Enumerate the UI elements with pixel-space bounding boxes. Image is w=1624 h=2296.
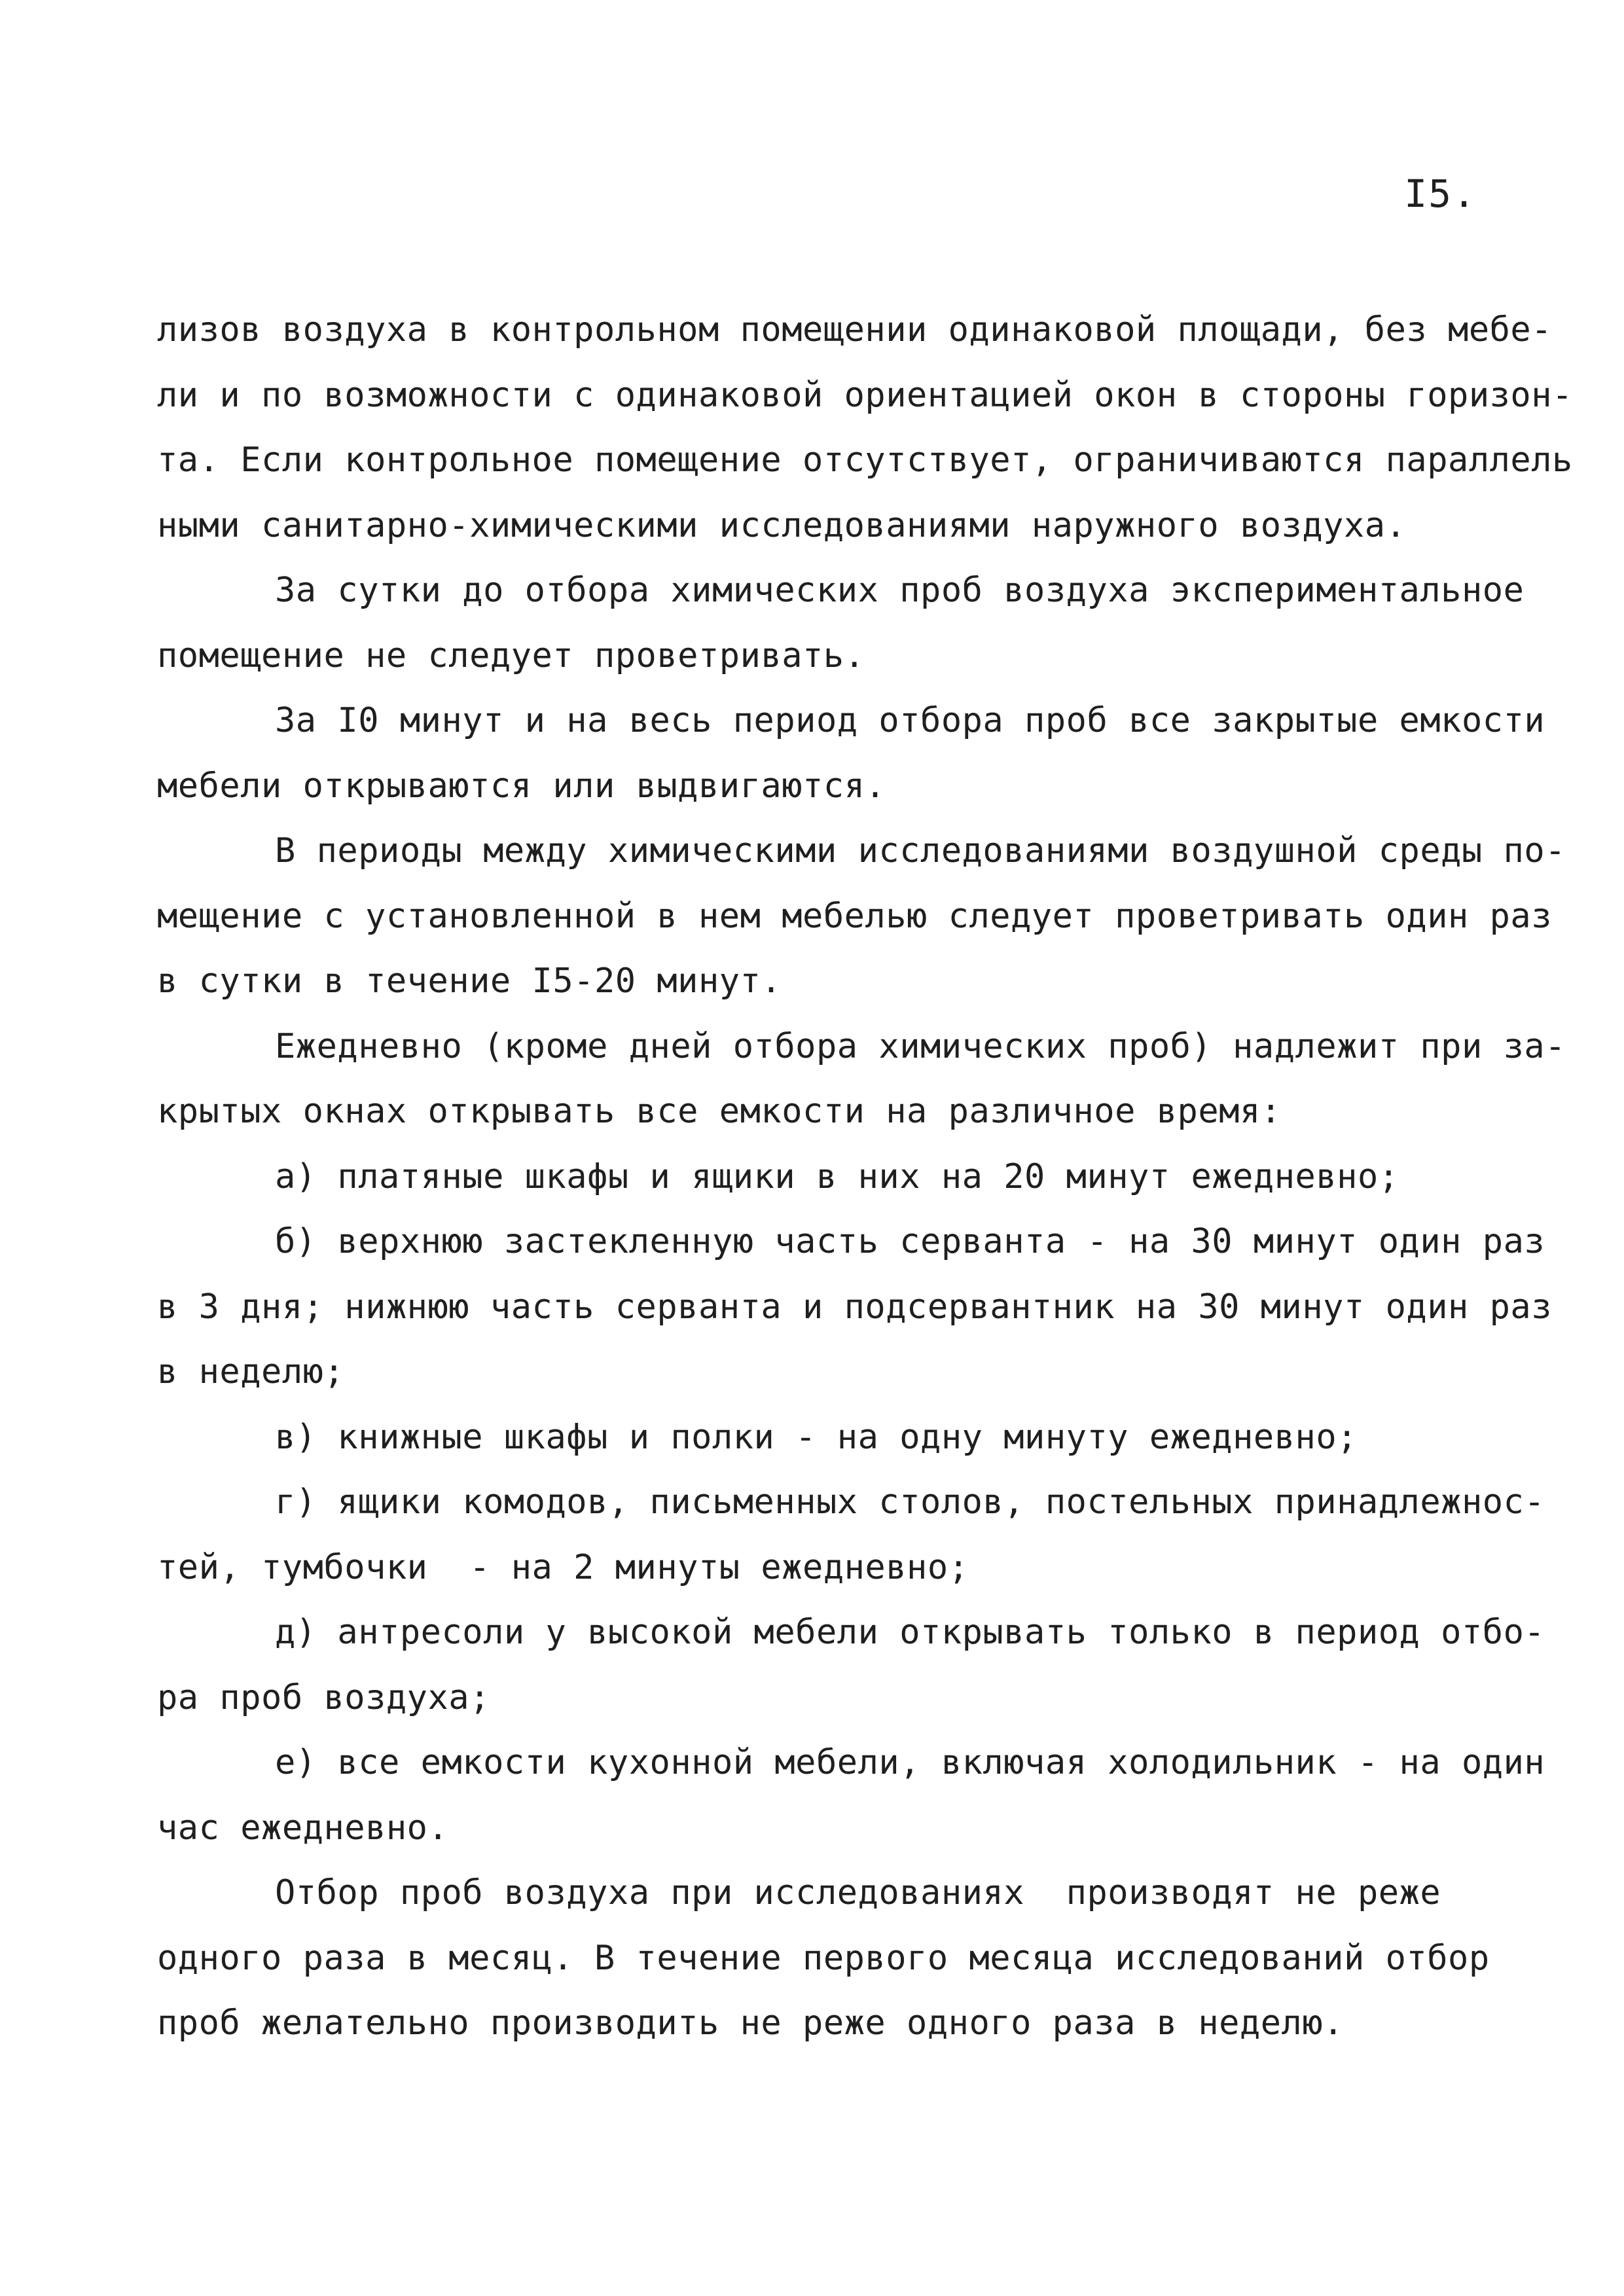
text-line: тей, тумбочки - на 2 минуты ежедневно; bbox=[157, 1547, 969, 1587]
text-line: проб желательно производить не реже одного раза в неделю. bbox=[157, 2003, 1344, 2043]
text-line: д) антресоли у высокой мебели открывать только в период отбо- bbox=[275, 1613, 1545, 1652]
text-line: в) книжные шкафы и полки - на одну минуту ежедневно; bbox=[275, 1417, 1358, 1457]
text-line: лизов воздуха в контрольном помещении одинаковой площади, без мебе- bbox=[157, 310, 1553, 350]
text-line: За I0 минут и на весь период отбора проб все закрытые емкости bbox=[275, 701, 1545, 740]
text-line: ли и по возможности с одинаковой ориентацией окон в стороны горизон- bbox=[157, 375, 1573, 415]
text-line: та. Если контрольное помещение отсутствует, ограничиваются параллель bbox=[157, 440, 1573, 480]
document-body bbox=[157, 298, 1573, 2056]
text-line: е) все емкости кухонной мебели, включая холодильник - на один bbox=[275, 1743, 1545, 1782]
text-line: ными санитарно-химическими исследованиями наружного воздуха. bbox=[157, 505, 1407, 545]
text-line: Ежедневно (кроме дней отбора химических проб) надлежит при за- bbox=[275, 1026, 1566, 1066]
text-line: крытых окнах открывать все емкости на различное время: bbox=[157, 1092, 1282, 1131]
text-line: б) верхнюю застекленную часть серванта - на 30 минут один раз bbox=[275, 1222, 1545, 1261]
text-line: в неделю; bbox=[157, 1352, 345, 1391]
text-line: одного раза в месяц. В течение первого месяца исследований отбор bbox=[157, 1938, 1490, 1978]
text-line: В периоды между химическими исследованиями воздушной среды по- bbox=[275, 831, 1566, 870]
text-line: мещение с установленной в нем мебелью следует проветривать один раз bbox=[157, 896, 1553, 936]
page-number: I5. bbox=[1404, 171, 1477, 216]
text-line: час ежедневно. bbox=[157, 1808, 449, 1848]
text-line: а) платяные шкафы и ящики в них на 20 минут ежедневно; bbox=[275, 1157, 1399, 1196]
text-line: Отбор проб воздуха при исследованиях производят не реже bbox=[275, 1873, 1441, 1912]
text-line: г) ящики комодов, письменных столов, постельных принадлежнос- bbox=[275, 1482, 1545, 1522]
text-line: мебели открываются или выдвигаются. bbox=[157, 766, 886, 806]
text-line: в сутки в течение I5-20 минут. bbox=[157, 961, 782, 1001]
text-line: ра проб воздуха; bbox=[157, 1677, 490, 1717]
text-line: За сутки до отбора химических проб воздуха экспериментальное bbox=[275, 571, 1525, 610]
text-line: в 3 дня; нижнюю часть серванта и подсервантник на 30 минут один раз bbox=[157, 1287, 1553, 1327]
text-line: помещение не следует проветривать. bbox=[157, 636, 865, 675]
